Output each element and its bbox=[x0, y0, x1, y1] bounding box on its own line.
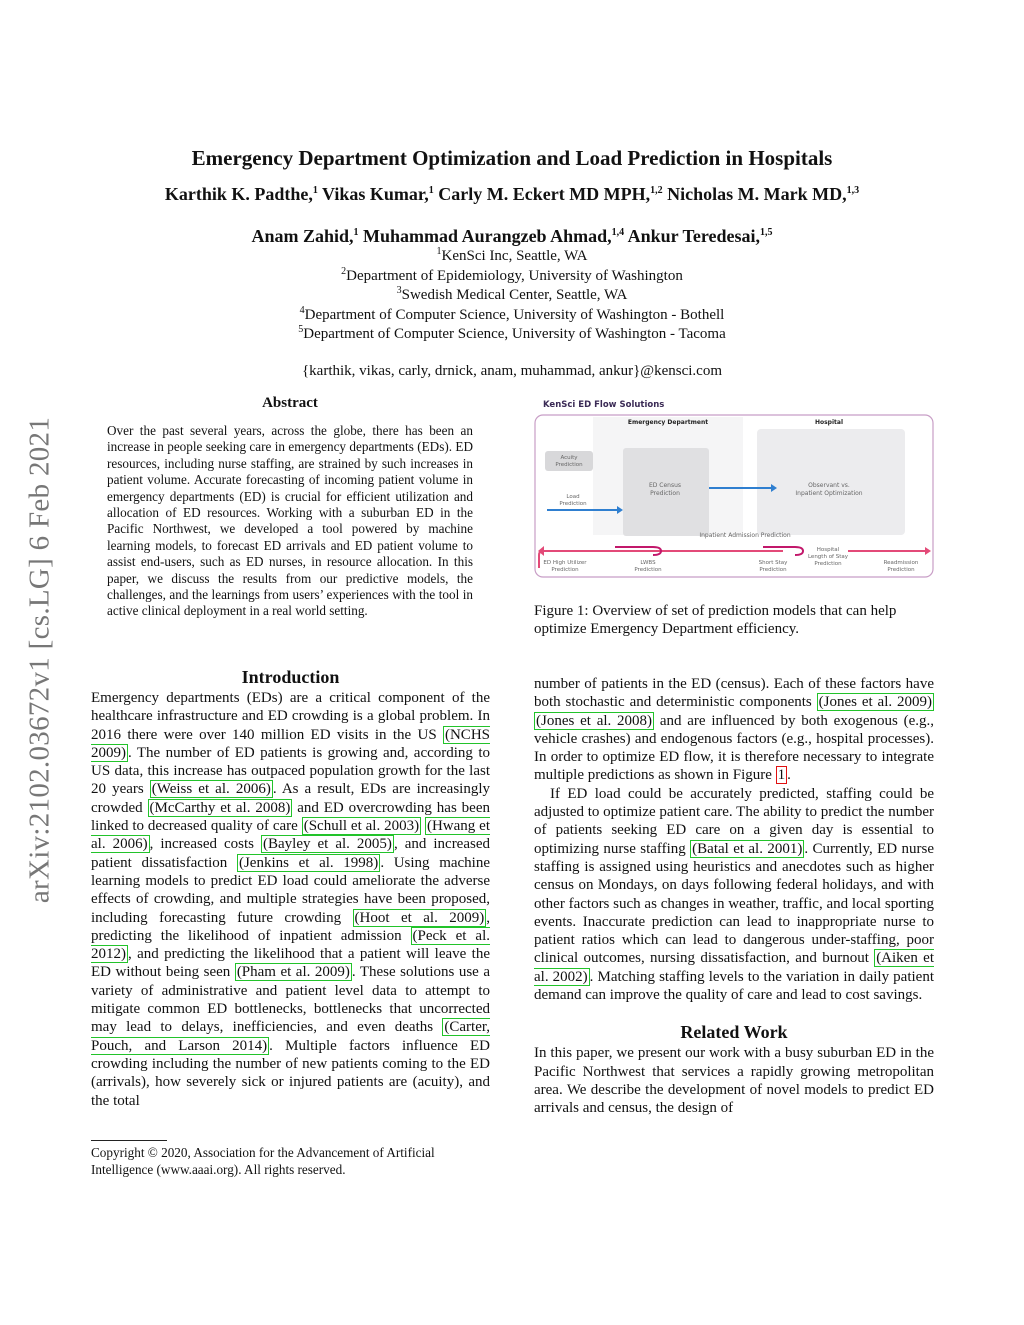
readmission-label-2: Prediction bbox=[887, 567, 915, 573]
author-emails: {karthik, vikas, carly, drnick, anam, muhammad, ankur}@kensci.com bbox=[301, 363, 723, 379]
load-label-1: Load bbox=[566, 494, 580, 500]
readmission-label-1: Readmission bbox=[883, 560, 919, 566]
introduction-paragraph: Emergency departments (EDs) are a critical component of the healthcare infrastructure and ED crowding is a global problem. In 2016 there were over 140 million ED visits in the US (NCHS 2009) . The number of ED patients is growing and, according to US data, this increase has outpaced population growth for the last 20 years (Weiss et al. 2006) . As a result, EDs are increasingly crowded (McCarthy et al. 2008) and ED overcrowding has been linked to decreased quality of care (Schull et al. 2003) (Hwang et al. 2006) , increased costs (Bayley et al. 2005) , and increased patient dissatisfaction (Jenkins et al. 1998) . Using machine learning models to predict ED load could ameliorate the adverse effects of crowding, and multiple strategies have been proposed, including forecasting future crowding (Hoot et al. 2009) , predicting the likelihood of inpatient admission (Peck et al. 2012) , and predicting the likelihood that a patient will leave the ED without being seen (Pham et al. 2009) . These solutions use a variety of administrative and patient level data to attempt to mitigate common ED bottlenecks, bottlenecks that uncorrected may lead to delays, inefficiencies, and even deaths (Carter, Pouch, and Larson 2014) . Multiple factors influence ED crowding including the number of new patients coming to the ED (arrivals), how severely sick or injured patients are (acuity), and the total bbox=[91, 690, 491, 1109]
figure-ref-link[interactable]: 1 bbox=[777, 767, 786, 784]
ed-high-utilizer-label-1: ED High Utilizer bbox=[543, 560, 587, 566]
citation-link[interactable]: (NCHS 2009) bbox=[91, 726, 490, 761]
citation-link[interactable]: (Batal et al. 2001) bbox=[692, 840, 803, 857]
citation-link[interactable]: (Bayley et al. 2005) bbox=[263, 836, 392, 853]
introduction-section bbox=[91, 667, 490, 1110]
citation-link[interactable]: (Carter, Pouch, and Larson 2014) bbox=[91, 1019, 490, 1054]
ed-section-label: Emergency Department bbox=[627, 419, 709, 426]
hospital-los-label-2: Length of Stay bbox=[807, 554, 849, 560]
lwbs-label-1: LWBS bbox=[640, 560, 656, 566]
acuity-label-2: Prediction bbox=[555, 462, 583, 468]
load-label-2: Prediction bbox=[559, 501, 587, 507]
hospital-section-label: Hospital bbox=[814, 419, 844, 426]
author: Anam Zahid,$^1$ bbox=[251, 226, 359, 246]
author: Nicholas M. Mark MD,$^{1,3}$ bbox=[667, 184, 860, 204]
census-label-1: ED Census bbox=[648, 482, 682, 489]
citation-link[interactable]: (Jones et al. 2009) bbox=[818, 694, 932, 711]
paper-title: Emergency Department Optimization and Load Prediction in Hospitals bbox=[191, 146, 833, 170]
short-stay-label-2: Prediction bbox=[759, 567, 787, 573]
figure-brand-title: KenSci ED Flow Solutions bbox=[543, 400, 665, 410]
footnote-divider bbox=[91, 1140, 167, 1141]
figure-1-diagram bbox=[533, 396, 935, 580]
authors-line-2 bbox=[0, 225, 1024, 247]
arxiv-stamp: arXiv:2102.03672v1 [cs.LG] 6 Feb 2021 bbox=[23, 416, 56, 904]
citation-link[interactable]: (Peck et al. 2012) bbox=[91, 927, 490, 963]
related-work-paragraph: In this paper, we present our work with a busy suburban ED in the Pacific Northwest that services a rapidly growing metropolitan area. We describe the development of novel models to predict ED arrivals and census, the design of bbox=[534, 1045, 934, 1117]
hospital-los-label-1: Hospital bbox=[816, 547, 840, 553]
observant-label-1: Observant vs. bbox=[808, 482, 850, 489]
citation-link[interactable]: (Pham et al. 2009) bbox=[236, 964, 350, 981]
introduction-heading: Introduction bbox=[241, 667, 340, 687]
paragraph: number of patients in the ED (census). Each of these factors have both stochastic and deterministic components (Jones et al. 2009) (Jones et al. 2008) and are influenced by both exogenous (e.g., vehicle crashes) and endogenous factors (e.g., hospital processes). In order to optimize ED flow, it is therefore necessary to integrate multiple predictions as shown in Figure 1 . bbox=[534, 676, 934, 784]
affiliation: $^1$KenSci Inc, Seattle, WA bbox=[436, 246, 588, 264]
short-stay-label-1: Short Stay bbox=[758, 560, 788, 566]
affiliation: $^3$Swedish Medical Center, Seattle, WA bbox=[396, 285, 628, 303]
citation-link[interactable]: (Jones et al. 2008) bbox=[536, 712, 653, 729]
ed-high-utilizer-label-2: Prediction bbox=[551, 567, 579, 573]
author: Muhammad Aurangzeb Ahmad,$^{1,4}$ bbox=[363, 226, 625, 246]
observant-label-2: Inpatient Optimization bbox=[795, 490, 863, 497]
citation-link[interactable]: (Weiss et al. 2006) bbox=[151, 781, 271, 798]
affiliations bbox=[0, 247, 1024, 345]
affiliation: $^5$Department of Computer Science, University of Washington - Tacoma bbox=[298, 324, 726, 342]
inpatient-admission-label: Inpatient Admission Prediction bbox=[699, 532, 791, 539]
affiliation: $^2$Department of Epidemiology, University of Washington bbox=[341, 265, 683, 284]
citation-link[interactable]: (Aiken et al. 2002) bbox=[534, 950, 934, 985]
figure-1 bbox=[533, 396, 935, 580]
abstract bbox=[107, 395, 473, 620]
lwbs-label-2: Prediction bbox=[634, 567, 662, 573]
authors-line-1 bbox=[0, 183, 1024, 205]
acuity-box bbox=[545, 451, 593, 471]
citation-link[interactable]: (McCarthy et al. 2008) bbox=[149, 799, 291, 816]
abstract-heading: Abstract bbox=[262, 395, 318, 411]
affiliation: $^4$Department of Computer Science, University of Washington - Bothell bbox=[299, 304, 725, 323]
author: Carly M. Eckert MD MPH,$^{1,2}$ bbox=[438, 184, 663, 204]
census-label-2: Prediction bbox=[650, 490, 680, 497]
author: Karthik K. Padthe,$^1$ bbox=[164, 184, 318, 204]
right-column bbox=[534, 675, 934, 1118]
paragraph: If ED load could be accurately predicted, staffing could be adjusted to optimize patient care. The ability to predict the number of patients seeking ED care on a given day is essential to optimizing nurse staffing (Batal et al. 2001) . Currently, ED nurse staffing is assigned using heuristics and anecdotes such as higher census on Mondays, on days following federal holidays, and with other factors such as changes in weather, traffic, and local sporting events. Inaccurate prediction can lead to inappropriate nurse to patient ratios which can lead to dangerous under-staffing, poor clinical outcomes, nursing dissatisfaction, and burnout (Aiken et al. 2002) . Matching staffing levels to the variation in daily patient demand can improve the quality of care and lead to cost savings. bbox=[534, 785, 935, 1004]
acuity-label-1: Acuity bbox=[560, 455, 578, 461]
author: Vikas Kumar,$^1$ bbox=[322, 184, 434, 204]
hospital-los-label-3: Prediction bbox=[814, 561, 842, 567]
author: Ankur Teredesai,$^{1,5}$ bbox=[627, 226, 773, 246]
related-work-heading: Related Work bbox=[680, 1022, 788, 1043]
citation-link[interactable]: (Hwang et al. 2006) bbox=[91, 818, 490, 853]
citation-link[interactable]: (Jenkins et al. 1998) bbox=[238, 854, 379, 871]
abstract-text: Over the past several years, across the globe, there has been an increase in people seeking care in emergency departments (EDs). ED resources, including nurse staffing, are strained by such increases in patient volume. Accurate forecasting of incoming patient volume in emergency departments (ED) is crucial for efficient utilization and allocation of ED resources. Working with a suburban ED in the Pacific Northwest, we developed a tool powered by machine learning models, to forecast ED arrivals and ED patient volume to assist end-users, such as ED nurses, in resource allocation. In this paper, we discuss the results from our predictive models, the challenges, and the learnings from users’ experiences with the tool in active clinical deployment in a real world setting. bbox=[107, 423, 473, 619]
citation-link[interactable]: (Schull et al. 2003) bbox=[303, 818, 420, 835]
citation-link[interactable]: (Hoot et al. 2009) bbox=[354, 909, 485, 926]
figure-1-caption: Figure 1: Overview of set of prediction models that can help optimize Emergency Department efficiency. bbox=[534, 603, 897, 638]
copyright-footnote: Copyright © 2020, Association for the Advancement of Artificial Intelligence (www.aaai.org). All rights reserved. bbox=[91, 1145, 435, 1177]
